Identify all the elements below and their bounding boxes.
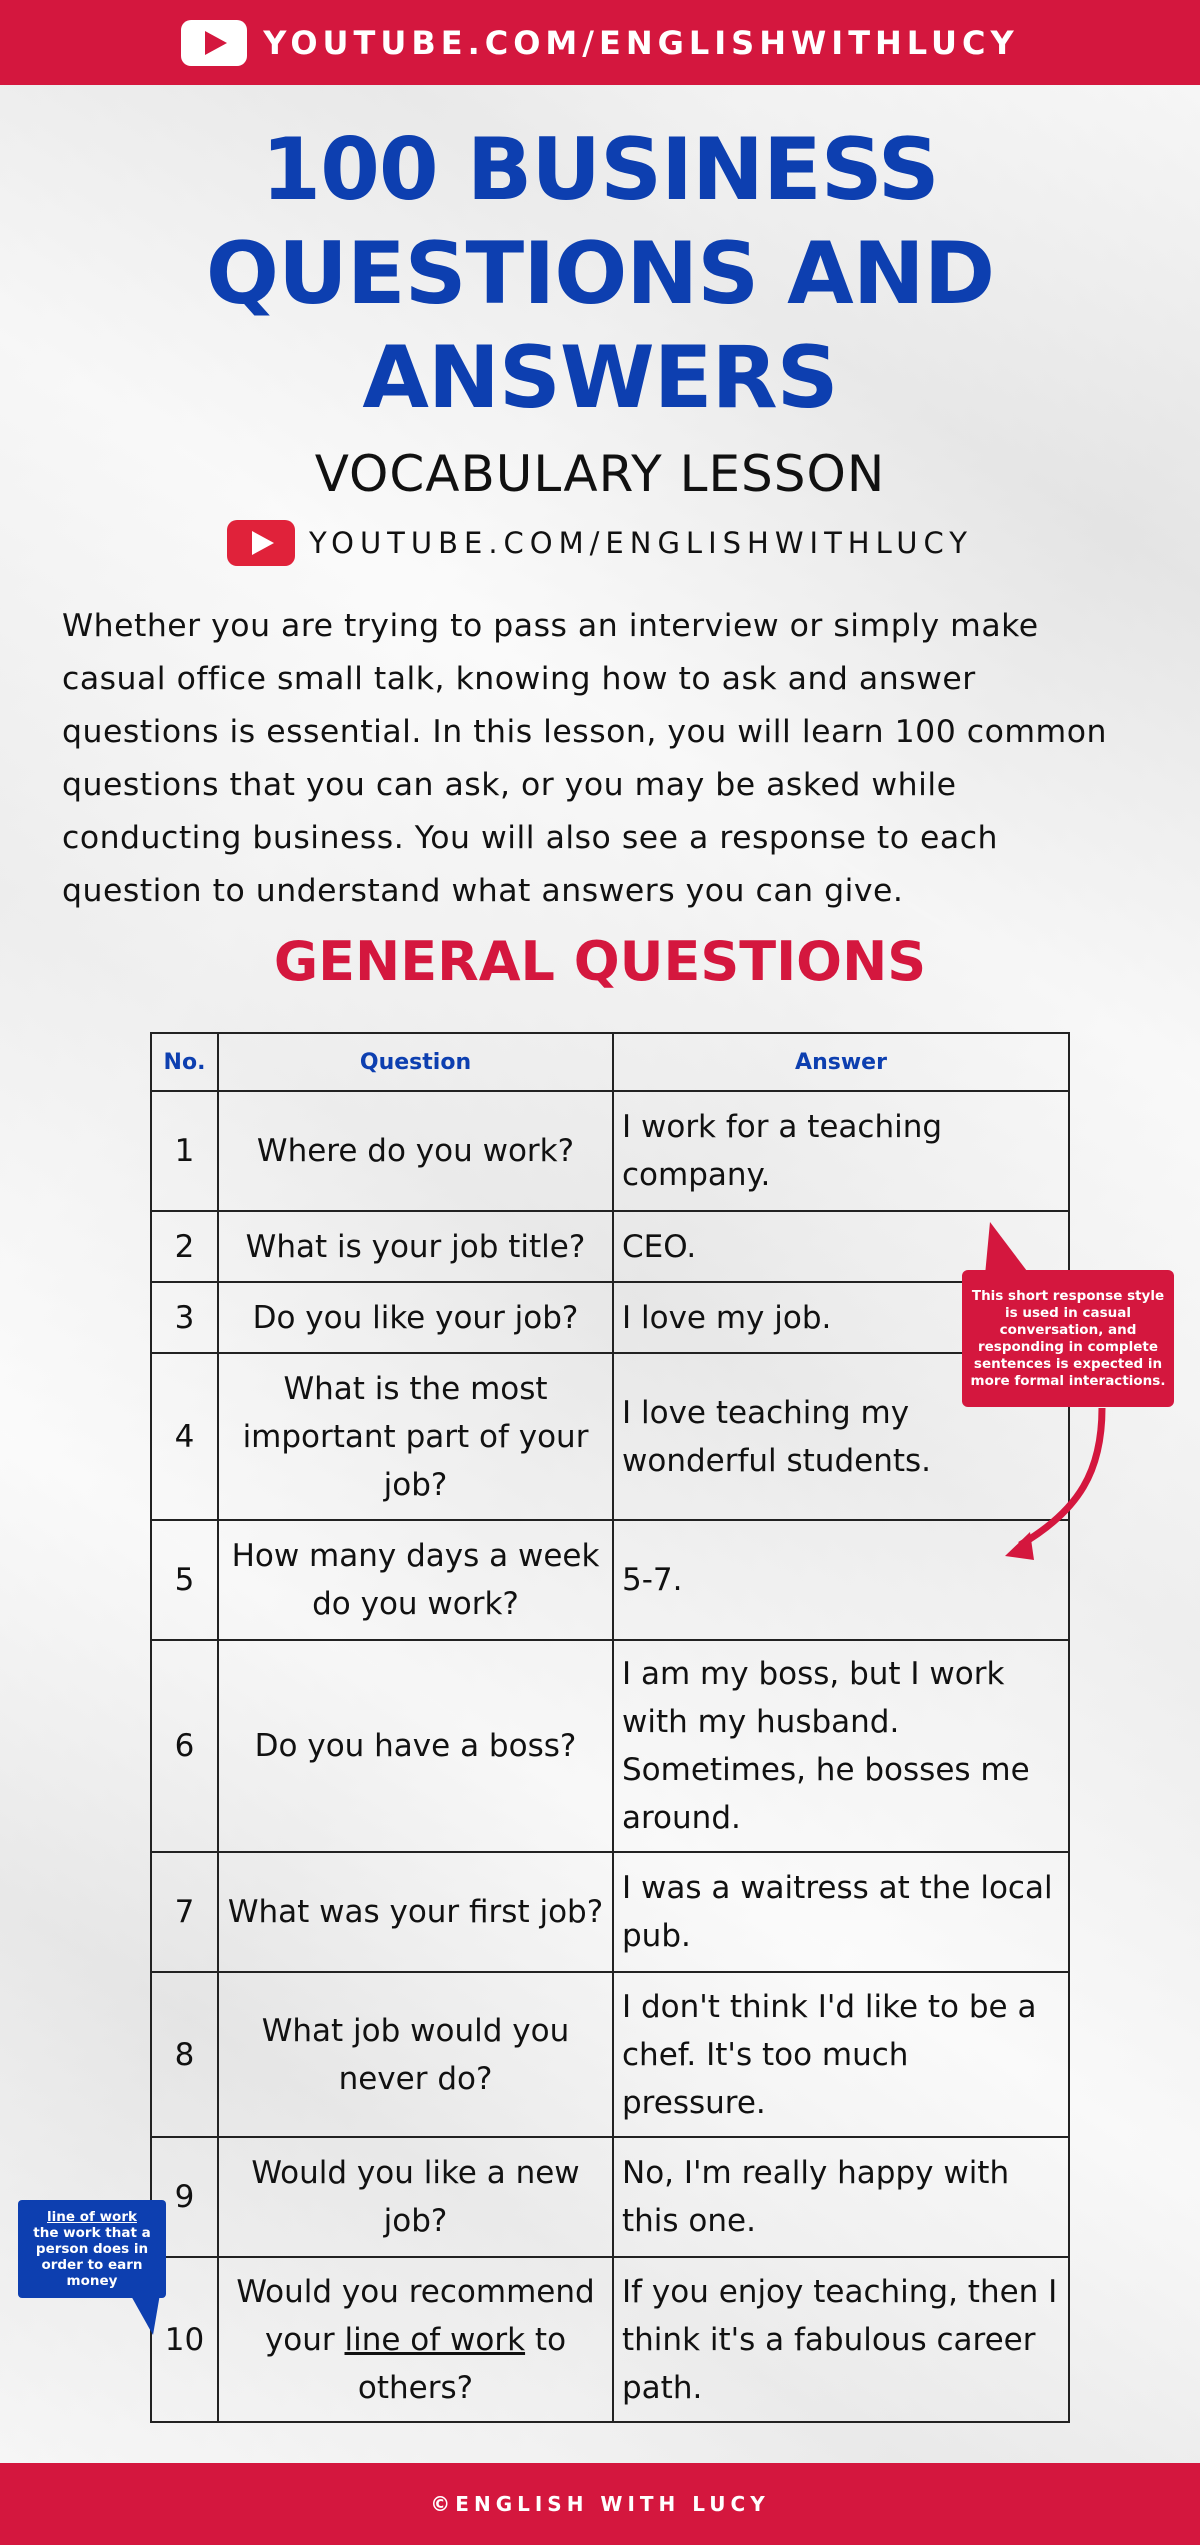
row-number: 9 bbox=[151, 2137, 218, 2257]
subtitle: VOCABULARY LESSON bbox=[314, 445, 886, 503]
row-answer: No, I'm really happy with this one. bbox=[613, 2137, 1069, 2257]
top-banner bbox=[0, 0, 1200, 85]
youtube-icon[interactable] bbox=[227, 520, 295, 566]
definition-text: the work that a person does in order to earn money bbox=[33, 2225, 151, 2289]
row-number: 3 bbox=[151, 1282, 218, 1353]
header-answer: Answer bbox=[613, 1033, 1069, 1091]
table-row bbox=[151, 1972, 1069, 2137]
table-row bbox=[151, 1640, 1069, 1852]
row-question bbox=[218, 2257, 613, 2422]
row-question: Would you like a new job? bbox=[218, 2137, 613, 2257]
row-question: What was your first job? bbox=[218, 1852, 613, 1972]
short-response-note: This short response style is used in casual conversation, and responding in complete sentences is expected in more formal interactions. bbox=[962, 1270, 1174, 1407]
page-title bbox=[0, 118, 1200, 430]
row-answer: I work for a teaching company. bbox=[613, 1091, 1069, 1211]
table-row bbox=[151, 1211, 1069, 1282]
row-answer: I don't think I'd like to be a chef. It's too much pressure. bbox=[613, 1972, 1069, 2137]
youtube-icon[interactable] bbox=[181, 20, 247, 66]
row-question: Do you have a boss? bbox=[218, 1640, 613, 1852]
row-answer: 5-7. bbox=[613, 1520, 1069, 1640]
header-url[interactable]: YOUTUBE.COM/ENGLISHWITHLUCY bbox=[263, 23, 1019, 62]
definition-term: line of work bbox=[47, 2209, 137, 2225]
row-number: 6 bbox=[151, 1640, 218, 1852]
question-text-pre: Would you recommend your bbox=[236, 2273, 595, 2358]
section-title: GENERAL QUESTIONS bbox=[273, 930, 927, 993]
row-question: What job would you never do? bbox=[218, 1972, 613, 2137]
row-question: What is the most important part of your job? bbox=[218, 1353, 613, 1520]
row-number: 1 bbox=[151, 1091, 218, 1211]
line-of-work-term: line of work bbox=[344, 2321, 526, 2358]
table-row bbox=[151, 1353, 1069, 1520]
footer-banner bbox=[0, 2463, 1200, 2545]
question-text-post: to others? bbox=[357, 2321, 567, 2406]
intro-paragraph: Whether you are trying to pass an interview or simply make casual office small talk, knowing how to ask and answer questions is essential. In this lesson, you will learn 100 common questions that you can ask, or you may be asked while conducting business. You will also see a response to each question to understand what answers you can give. bbox=[62, 608, 1107, 909]
table-row bbox=[151, 1091, 1069, 1211]
table-row bbox=[151, 1852, 1069, 1972]
row-number: 10 bbox=[151, 2257, 218, 2422]
channel-link[interactable] bbox=[0, 520, 1200, 566]
qa-table bbox=[150, 1032, 1070, 2423]
table-row bbox=[151, 2137, 1069, 2257]
table-row bbox=[151, 2257, 1069, 2422]
row-answer: I was a waitress at the local pub. bbox=[613, 1852, 1069, 1972]
title-line-2: QUESTIONS AND bbox=[205, 224, 995, 324]
row-number: 4 bbox=[151, 1353, 218, 1520]
row-number: 8 bbox=[151, 1972, 218, 2137]
title-line-1: 100 BUSINESS bbox=[261, 120, 939, 220]
title-line-3: ANSWERS bbox=[362, 328, 838, 428]
row-number: 7 bbox=[151, 1852, 218, 1972]
row-answer: I love teaching my wonderful students. bbox=[613, 1353, 1069, 1520]
row-question: What is your job title? bbox=[218, 1211, 613, 1282]
footer-copyright: ©ENGLISH WITH LUCY bbox=[430, 2492, 770, 2516]
row-answer: I am my boss, but I work with my husband. Sometimes, he bosses me around. bbox=[613, 1640, 1069, 1852]
channel-url[interactable]: YOUTUBE.COM/ENGLISHWITHLUCY bbox=[309, 526, 973, 560]
row-answer: I love my job. bbox=[613, 1282, 1069, 1353]
row-question: Where do you work? bbox=[218, 1091, 613, 1211]
definition-note bbox=[18, 2200, 166, 2298]
table-header-row bbox=[151, 1033, 1069, 1091]
header-no: No. bbox=[151, 1033, 218, 1091]
table-row bbox=[151, 1282, 1069, 1353]
row-answer: CEO. bbox=[613, 1211, 1069, 1282]
row-number: 2 bbox=[151, 1211, 218, 1282]
header-question: Question bbox=[218, 1033, 613, 1091]
row-question: Do you like your job? bbox=[218, 1282, 613, 1353]
row-number: 5 bbox=[151, 1520, 218, 1640]
row-question: How many days a week do you work? bbox=[218, 1520, 613, 1640]
row-answer: If you enjoy teaching, then I think it's a fabulous career path. bbox=[613, 2257, 1069, 2422]
table-row bbox=[151, 1520, 1069, 1640]
